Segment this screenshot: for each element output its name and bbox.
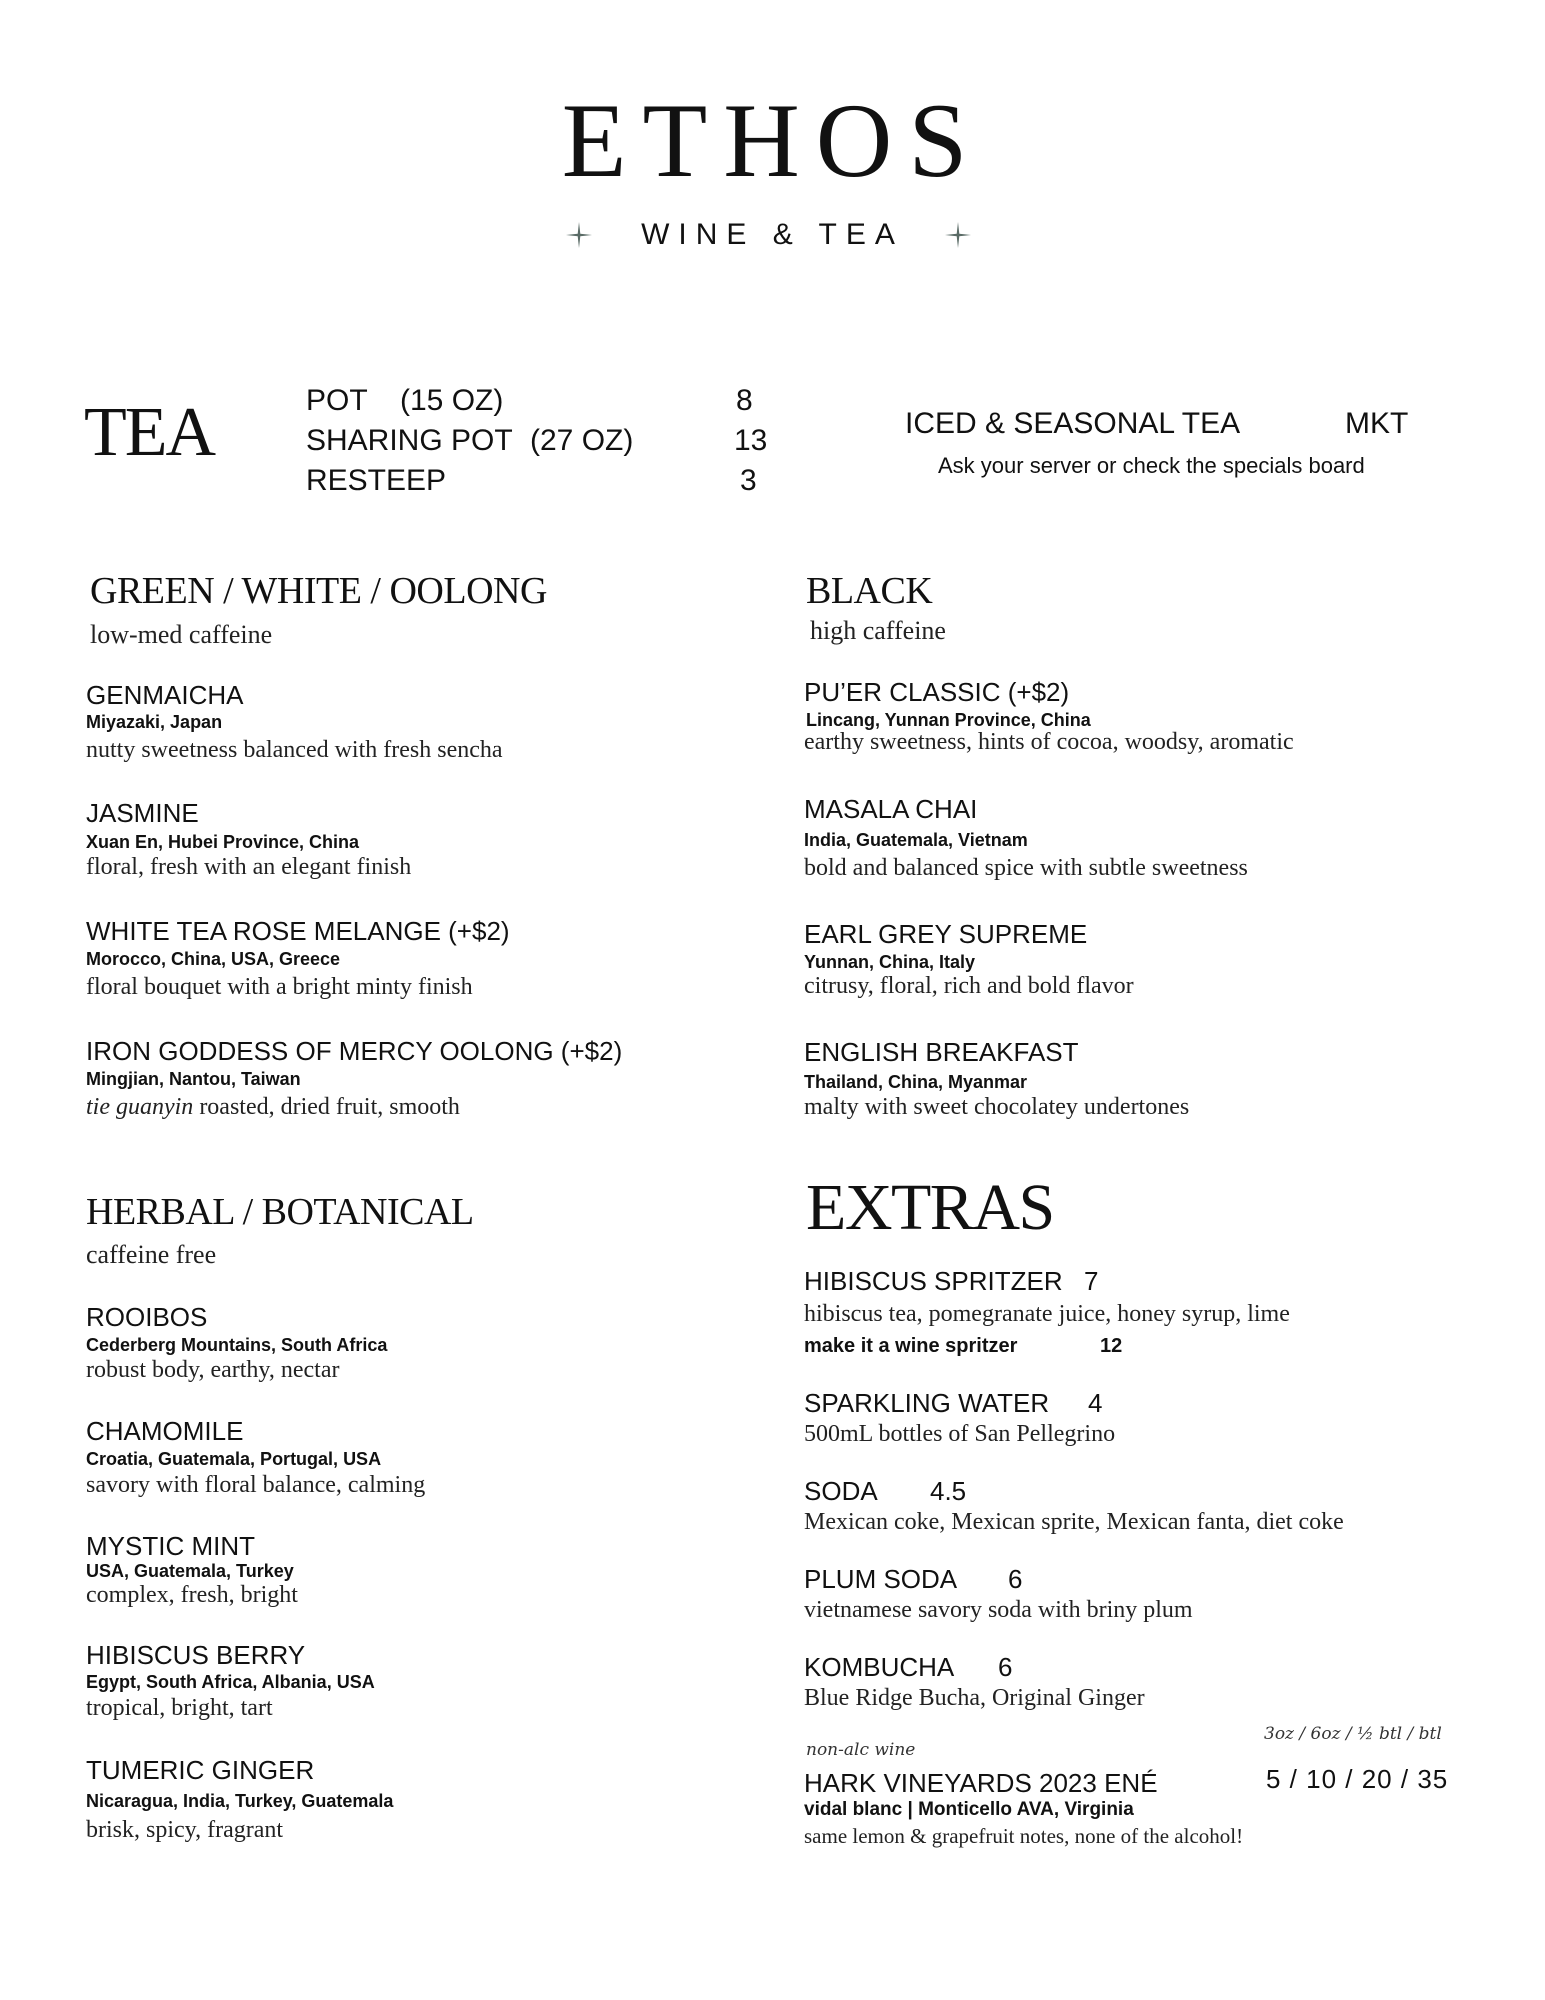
tea-origin: India, Guatemala, Vietnam [804,830,1028,850]
tea-description: robust body, earthy, nectar [86,1357,340,1383]
brand-logo: ETHOS [561,82,984,199]
tea-origin: Egypt, South Africa, Albania, USA [86,1672,375,1692]
extra-description: vietnamese savory soda with briny plum [804,1597,1193,1623]
wine-origin: vidal blanc | Monticello AVA, Virginia [804,1799,1134,1820]
wine-pour-sizes: 3oz / 6oz / ½ btl / btl [1264,1724,1442,1744]
wine-prices: 5 / 10 / 20 / 35 [1266,1764,1449,1794]
tea-description: earthy sweetness, hints of cocoa, woodsy, aromatic [804,729,1294,755]
tea-description: brisk, spicy, fragrant [86,1817,284,1843]
tea-description: tropical, bright, tart [86,1695,273,1721]
tea-description: savory with floral balance, calming [86,1472,426,1498]
sharing-pot-size: (27 OZ) [530,424,634,457]
tea-description: bold and balanced spice with subtle sweetness [804,855,1248,881]
section-subtitle-black: high caffeine [810,616,946,645]
resteep-label: RESTEEP [306,464,447,497]
extra-name: SPARKLING WATER [804,1388,1050,1418]
tea-name: WHITE TEA ROSE MELANGE (+$2) [86,916,510,946]
tea-description: citrusy, floral, rich and bold flavor [804,973,1134,999]
tea-description: malty with sweet chocolatey undertones [804,1094,1190,1120]
extra-description: Blue Ridge Bucha, Original Ginger [804,1685,1145,1711]
tea-description-text: roasted, dried fruit, smooth [199,1094,460,1120]
extra-name: HIBISCUS SPRITZER [804,1266,1063,1296]
extra-price: 7 [1084,1266,1099,1296]
tea-description: floral, fresh with an elegant finish [86,854,412,880]
tea-origin: Mingjian, Nantou, Taiwan [86,1069,301,1089]
tea-description: complex, fresh, bright [86,1582,298,1608]
sparkle-star-icon [945,222,971,248]
pot-size: (15 OZ) [400,384,504,417]
pot-label: POT [306,384,368,417]
wine-name: HARK VINEYARDS 2023 ENÉ [804,1768,1158,1798]
section-title-green: GREEN / WHITE / OOLONG [90,570,547,612]
tea-description [86,1095,460,1119]
extra-description: hibiscus tea, pomegranate juice, honey syrup, lime [804,1301,1290,1327]
tea-name: JASMINE [86,798,199,828]
tea-origin: Lincang, Yunnan Province, China [806,710,1091,730]
extra-description: 500mL bottles of San Pellegrino [804,1421,1116,1447]
tea-origin: Thailand, China, Myanmar [804,1072,1028,1092]
wine-spritzer-price: 12 [1100,1335,1123,1357]
section-subtitle-green: low-med caffeine [90,620,273,649]
extra-price: 4.5 [930,1476,967,1506]
section-title-herbal: HERBAL / BOTANICAL [86,1191,474,1233]
tea-description-italic: tie guanyin [86,1094,194,1120]
extra-price: 6 [998,1652,1013,1682]
extra-name: PLUM SODA [804,1564,958,1594]
sharing-pot-price: 13 [734,424,768,457]
section-title-black: BLACK [806,570,933,612]
extra-description: Mexican coke, Mexican sprite, Mexican fanta, diet coke [804,1509,1344,1535]
pot-price: 8 [736,384,753,417]
wine-spritzer-option: make it a wine spritzer [804,1335,1018,1357]
extra-price: 4 [1088,1388,1103,1418]
tea-origin: Nicaragua, India, Turkey, Guatemala [86,1791,394,1811]
tea-origin: Cederberg Mountains, South Africa [86,1335,388,1355]
brand-subtitle: WINE & TEA [641,218,904,251]
tea-origin: Yunnan, China, Italy [804,952,976,972]
resteep-price: 3 [740,464,757,497]
wine-description: same lemon & grapefruit notes, none of the alcohol! [804,1824,1244,1848]
tea-name: HIBISCUS BERRY [86,1640,306,1670]
tea-origin: Miyazaki, Japan [86,712,223,732]
extra-name: KOMBUCHA [804,1652,955,1682]
tea-origin: Xuan En, Hubei Province, China [86,832,360,852]
iced-tea-note: Ask your server or check the specials board [938,453,1365,478]
tea-origin: Morocco, China, USA, Greece [86,949,341,969]
section-subtitle-herbal: caffeine free [86,1240,217,1269]
iced-tea-price: MKT [1345,407,1409,440]
tea-name: CHAMOMILE [86,1416,244,1446]
tea-name: PU’ER CLASSIC (+$2) [804,677,1070,707]
tea-description: floral bouquet with a bright minty finish [86,974,473,1000]
tea-description: nutty sweetness balanced with fresh sencha [86,737,503,763]
iced-tea-label: ICED & SEASONAL TEA [905,407,1241,440]
tea-origin: Croatia, Guatemala, Portugal, USA [86,1449,382,1469]
section-title-extras: EXTRAS [806,1171,1054,1244]
tea-heading: TEA [84,394,215,471]
tea-name: MYSTIC MINT [86,1531,255,1561]
tea-name: EARL GREY SUPREME [804,919,1088,949]
tea-name: IRON GODDESS OF MERCY OOLONG (+$2) [86,1036,623,1066]
extra-name: SODA [804,1476,878,1506]
tea-name: MASALA CHAI [804,794,978,824]
non-alc-wine-tag: non-alc wine [806,1740,916,1760]
extra-price: 6 [1008,1564,1023,1594]
tea-origin: USA, Guatemala, Turkey [86,1561,294,1581]
tea-name: ENGLISH BREAKFAST [804,1037,1079,1067]
sharing-pot-label: SHARING POT [306,424,513,457]
tea-name: GENMAICHA [86,680,244,710]
tea-name: TUMERIC GINGER [86,1755,315,1785]
tea-name: ROOIBOS [86,1302,208,1332]
